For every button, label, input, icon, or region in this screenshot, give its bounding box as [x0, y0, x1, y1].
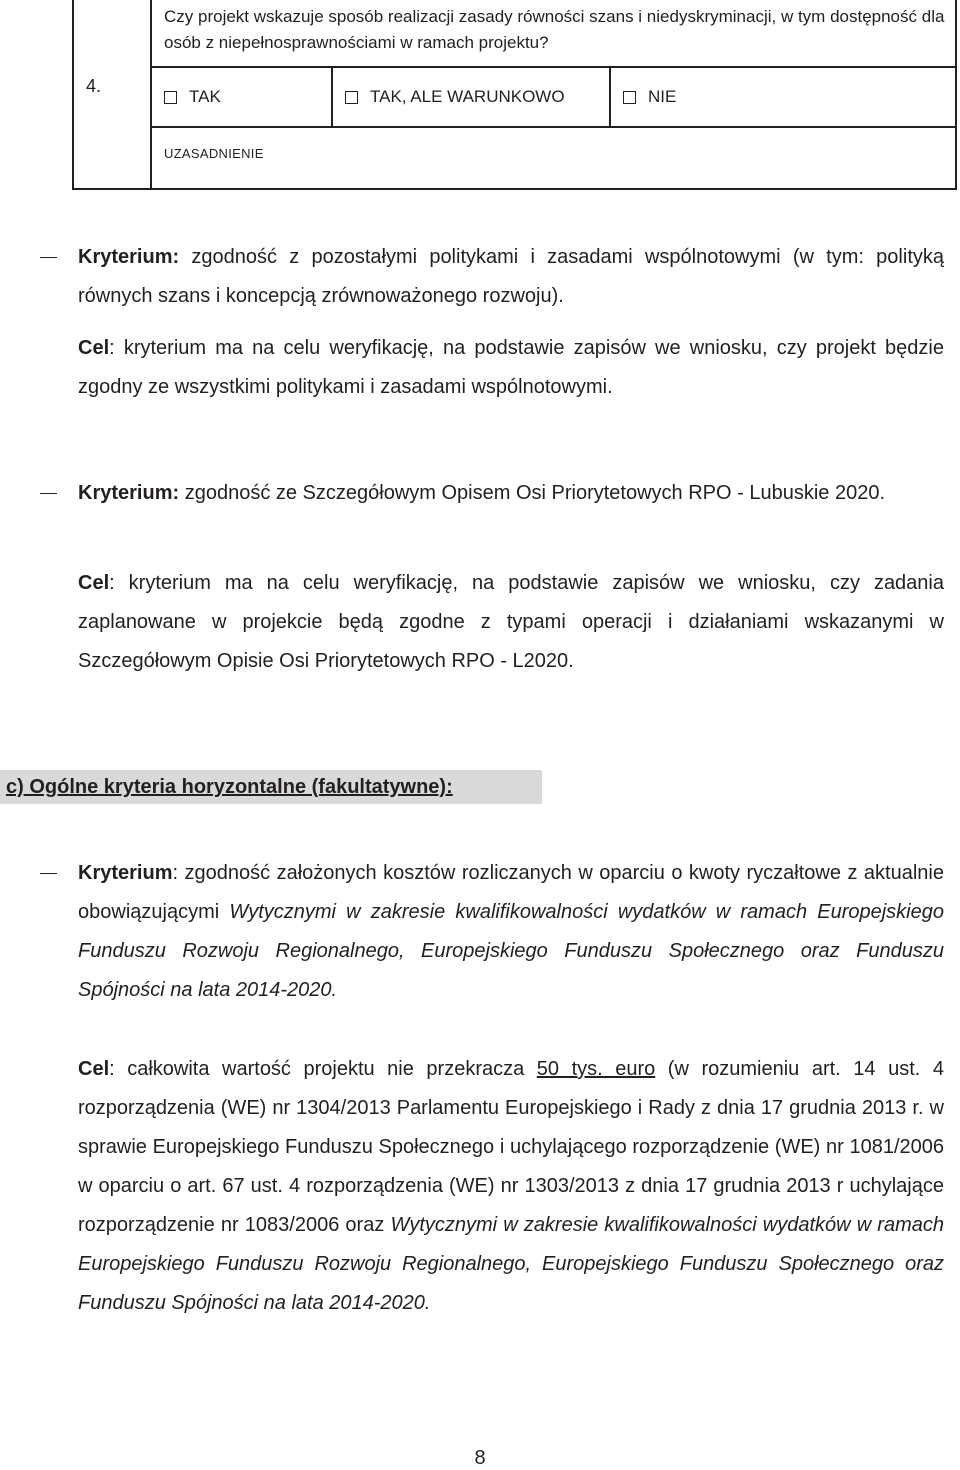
criterion-2-goal — [78, 564, 944, 681]
goal-label: Cel — [78, 337, 110, 359]
bullet-dash — [40, 493, 57, 494]
criterion-text: : zgodność założonych kosztów rozliczanych w oparciu o kwoty ryczałtowe z aktualnie obowiązującymi — [78, 862, 944, 923]
criterion-2 — [78, 474, 944, 513]
option-label: NIE — [648, 87, 677, 106]
criterion-1 — [78, 238, 944, 316]
criterion-label: Kryterium — [78, 862, 173, 884]
criterion-label: Kryterium: — [78, 482, 180, 504]
evaluation-table — [72, 0, 957, 190]
guidelines-reference: Wytycznymi w zakresie kwalifikowalności wydatków w ramach Europejskiego Funduszu Rozwoju Regionalnego, Europejskiego Funduszu Społecznego oraz Funduszu Spójności na lata 2014-2020. — [78, 1214, 944, 1314]
checkbox-icon[interactable] — [623, 91, 636, 104]
row-number: 4. — [86, 76, 102, 96]
amount-limit: 50 tys. euro — [536, 1058, 656, 1080]
table-question: Czy projekt wskazuje sposób realizacji zasady równości szans i niedyskryminacji, w tym dostępność dla osób z niepełnosprawnościami w ramach projektu? — [164, 7, 945, 52]
bullet-dash — [40, 873, 57, 874]
goal-text-cont: (w rozumieniu art. 14 ust. 4 rozporządzenia (WE) nr 1304/2013 Parlamentu Europejskiego i Rady z dnia 17 grudnia 2013 r. w sprawie Europejskiego Funduszu Społecznego i uchylającego rozporządzenie (WE) nr 1081/2006 w oparciu o art. 67 ust. 4 rozporządzenia (WE) nr 1303/2013 z dnia 17 grudnia 2013 r uchylające rozporządzenie nr 1083/2006 oraz — [78, 1058, 944, 1236]
justification-label: UZASADNIENIE — [164, 146, 264, 161]
goal-text: : kryterium ma na celu weryfikację, na podstawie zapisów we wniosku, czy projekt będzie zgodny ze wszystkimi politykami i zasadami wspólnotowymi. — [78, 337, 944, 398]
table-number-column — [74, 0, 152, 188]
criterion-3-goal — [78, 1050, 944, 1323]
criterion-text: zgodność ze Szczegółowym Opisem Osi Priorytetowych RPO - Lubuskie 2020. — [184, 482, 885, 504]
option-label: TAK — [189, 87, 221, 106]
goal-label: Cel — [78, 1058, 110, 1080]
criterion-text: zgodność z pozostałymi politykami i zasadami wspólnotowymi (w tym: polityką równych szans i koncepcją zrównoważonego rozwoju). — [78, 246, 944, 307]
page-number: 8 — [474, 1447, 486, 1469]
criterion-3 — [78, 854, 944, 1010]
goal-label: Cel — [78, 572, 110, 594]
checkbox-icon[interactable] — [345, 91, 358, 104]
section-c-heading — [0, 770, 542, 804]
criterion-1-goal — [78, 329, 944, 407]
option-label: TAK, ALE WARUNKOWO — [370, 87, 565, 106]
checkbox-icon[interactable] — [164, 91, 177, 104]
option-tak[interactable] — [152, 68, 333, 126]
answer-options — [152, 66, 955, 128]
guidelines-reference: Wytycznymi w zakresie kwalifikowalności wydatków w ramach Europejskiego Funduszu Rozwoju Regionalnego, Europejskiego Funduszu Społecznego oraz Funduszu Spójności na lata 2014-2020. — [78, 901, 944, 1001]
option-nie[interactable] — [611, 68, 676, 126]
goal-text: : kryterium ma na celu weryfikację, na podstawie zapisów we wniosku, czy zadania zaplanowane w projekcie będą zgodne z typami operacji i działaniami wskazanymi w Szczegółowym Opisie Osi Priorytetowych RPO - L2020. — [78, 572, 944, 672]
bullet-dash — [40, 257, 57, 258]
goal-text: : całkowita wartość projektu nie przekracza — [109, 1058, 537, 1080]
criterion-label: Kryterium: — [78, 246, 180, 268]
section-title: c) Ogólne kryteria horyzontalne (fakultatywne): — [6, 776, 453, 798]
option-tak-warunkowo[interactable] — [333, 68, 611, 126]
